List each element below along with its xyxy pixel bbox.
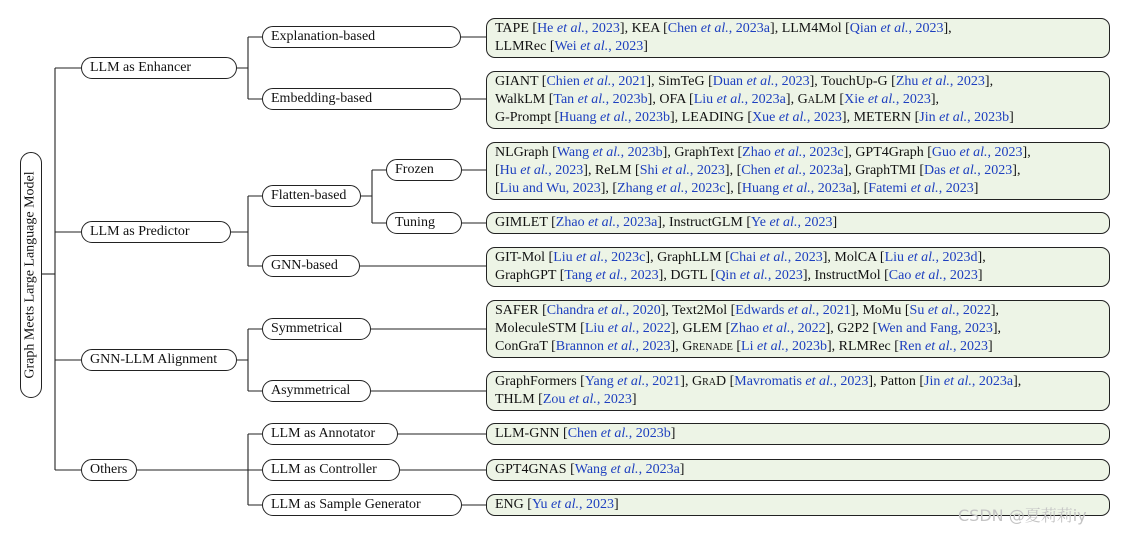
citation-link[interactable]: Liu and Wu, 2023 — [499, 181, 601, 196]
citation-link[interactable]: Das et al., 2023 — [924, 163, 1013, 178]
citation-link[interactable]: Fatemi et al., 2023 — [868, 181, 974, 196]
subcategory-label: Symmetrical — [271, 321, 343, 336]
citation-link[interactable]: Qian et al., 2023 — [849, 21, 944, 36]
leaf-line: TAPE [He et al., 2023], KEA [Chen et al., 2023a], LLM4Mol [Qian et al., 2023], — [495, 21, 952, 36]
leaf-line: LLMRec [Wei et al., 2023] — [495, 39, 648, 54]
leaf-controller — [486, 459, 1110, 481]
category-predictor — [81, 221, 231, 243]
citation-link[interactable]: Guo et al., 2023 — [931, 145, 1023, 160]
citation-link[interactable]: Wei et al., 2023 — [554, 39, 644, 54]
subcategory-explanation — [262, 26, 461, 48]
citation-link[interactable]: Duan et al., 2023 — [712, 74, 810, 89]
leaf-line: GraphFormers [Yang et al., 2021], GraD [Mavromatis et al., 2023], Patton [Jin et al., 2023a], — [495, 374, 1022, 389]
citation-link[interactable]: Zhao et al., 2022 — [730, 321, 826, 336]
subcategory-label: LLM as Sample Generator — [271, 497, 421, 512]
citation-link[interactable]: Ren et al., 2023 — [898, 339, 989, 354]
citation-link[interactable]: Chen et al., 2023b — [567, 426, 671, 441]
citation-link[interactable]: Chai et al., 2023 — [729, 250, 823, 265]
leaf-line: ENG [Yu et al., 2023] — [495, 497, 619, 512]
citation-link[interactable]: Ye et al., 2023 — [751, 215, 833, 230]
citation-link[interactable]: Qin et al., 2023 — [715, 268, 803, 283]
category-label: Others — [90, 462, 128, 477]
citation-link[interactable]: Tang et al., 2023 — [564, 268, 659, 283]
citation-link[interactable]: Huang et al., 2023a — [741, 181, 852, 196]
leaf-symmetrical — [486, 300, 1110, 358]
leaf-line: LLM-GNN [Chen et al., 2023b] — [495, 426, 676, 441]
root-node — [20, 152, 42, 398]
citation-link[interactable]: Xie et al., 2023 — [844, 92, 931, 107]
leaf-line: GPT4GNAS [Wang et al., 2023a] — [495, 462, 685, 477]
leaf-line: NLGraph [Wang et al., 2023b], GraphText [Zhao et al., 2023c], GPT4Graph [Guo et al., 2023], — [495, 145, 1031, 160]
citation-link[interactable]: Tan et al., 2023b — [553, 92, 648, 107]
leaf-line: SAFER [Chandra et al., 2020], Text2Mol [Edwards et al., 2021], MoMu [Su et al., 2022], — [495, 303, 1000, 318]
watermark: CSDN @夏莉莉iy — [958, 506, 1087, 525]
citation-link[interactable]: Liu et al., 2023c — [553, 250, 646, 265]
citation-link[interactable]: Hu et al., 2023 — [499, 163, 584, 178]
citation-link[interactable]: Mavromatis et al., 2023 — [734, 374, 869, 389]
citation-link[interactable]: Zhao et al., 2023c — [742, 145, 844, 160]
leaf-line: WalkLM [Tan et al., 2023b], OFA [Liu et al., 2023a], GaLM [Xie et al., 2023], — [495, 92, 939, 107]
leaf-asymmetrical — [486, 371, 1110, 411]
leaf-explanation — [486, 18, 1110, 58]
subcategory-tuning — [386, 212, 462, 234]
leaf-line: THLM [Zou et al., 2023] — [495, 392, 637, 407]
citation-link[interactable]: Yu et al., 2023 — [531, 497, 615, 512]
citation-link[interactable]: Chen et al., 2023a — [741, 163, 844, 178]
subcategory-embedding — [262, 88, 461, 110]
citation-link[interactable]: Edwards et al., 2021 — [735, 303, 851, 318]
root-label: Graph Meets Large Language Model — [23, 171, 38, 379]
leaf-annotator — [486, 423, 1110, 445]
citation-link[interactable]: Liu et al., 2022 — [584, 321, 671, 336]
subcategory-label: Frozen — [395, 162, 434, 177]
leaf-line: [Liu and Wu, 2023], [Zhang et al., 2023c], [Huang et al., 2023a], [Fatemi et al., 2023] — [495, 181, 979, 196]
category-label: LLM as Enhancer — [90, 60, 192, 75]
category-label: GNN-LLM Alignment — [90, 352, 218, 367]
citation-link[interactable]: Zhang et al., 2023c — [617, 181, 726, 196]
citation-link[interactable]: Zou et al., 2023 — [542, 392, 632, 407]
leaf-line: GIANT [Chien et al., 2021], SimTeG [Duan et al., 2023], TouchUp-G [Zhu et al., 2023], — [495, 74, 994, 89]
citation-link[interactable]: Li et al., 2023b — [741, 339, 827, 354]
subcategory-gnn — [262, 255, 360, 277]
category-alignment — [81, 349, 237, 371]
leaf-tuning — [486, 212, 1110, 234]
citation-link[interactable]: Jin et al., 2023b — [919, 110, 1010, 125]
subcategory-label: Tuning — [395, 215, 435, 230]
leaf-line: GIMLET [Zhao et al., 2023a], InstructGLM [Ye et al., 2023] — [495, 215, 838, 230]
leaf-line: ConGraT [Brannon et al., 2023], Grenade [Li et al., 2023b], RLMRec [Ren et al., 2023] — [495, 339, 993, 354]
subcategory-asymmetrical — [262, 380, 371, 402]
subcategory-label: Asymmetrical — [271, 383, 351, 398]
citation-link[interactable]: Cao et al., 2023 — [888, 268, 978, 283]
citation-link[interactable]: Chen et al., 2023a — [667, 21, 771, 36]
leaf-gnn — [486, 247, 1110, 287]
citation-link[interactable]: He et al., 2023 — [537, 21, 620, 36]
leaf-line: GIT-Mol [Liu et al., 2023c], GraphLLM [Chai et al., 2023], MolCA [Liu et al., 2023d], — [495, 250, 986, 265]
subcategory-label: Embedding-based — [271, 91, 373, 106]
category-label: LLM as Predictor — [90, 224, 190, 239]
citation-link[interactable]: Wen and Fang, 2023 — [877, 321, 993, 336]
leaf-line: MoleculeSTM [Liu et al., 2022], GLEM [Zhao et al., 2022], G2P2 [Wen and Fang, 2023], — [495, 321, 1002, 336]
leaf-embedding — [486, 71, 1110, 129]
citation-link[interactable]: Liu et al., 2023d — [884, 250, 978, 265]
subcategory-symmetrical — [262, 318, 371, 340]
citation-link[interactable]: Zhao et al., 2023a — [555, 215, 658, 230]
subcategory-label: LLM as Controller — [271, 462, 377, 477]
subcategory-flatten — [262, 185, 361, 207]
subcategory-label: LLM as Annotator — [271, 426, 376, 441]
citation-link[interactable]: Yang et al., 2021 — [584, 374, 681, 389]
subcategory-label: Explanation-based — [271, 29, 376, 44]
citation-link[interactable]: Chandra et al., 2020 — [546, 303, 661, 318]
subcategory-label: GNN-based — [271, 258, 338, 273]
subcategory-sample-generator — [262, 494, 462, 516]
citation-link[interactable]: Wang et al., 2023a — [574, 462, 680, 477]
subcategory-label: Flatten-based — [271, 188, 347, 203]
citation-link[interactable]: Huang et al., 2023b — [559, 110, 670, 125]
leaf-line: G-Prompt [Huang et al., 2023b], LEADING [Xue et al., 2023], METERN [Jin et al., 2023b] — [495, 110, 1014, 125]
citation-link[interactable]: Liu et al., 2023a — [693, 92, 786, 107]
citation-link[interactable]: Su et al., 2022 — [909, 303, 991, 318]
citation-link[interactable]: Wang et al., 2023b — [556, 145, 663, 160]
category-others — [81, 459, 137, 481]
subcategory-annotator — [262, 423, 398, 445]
leaf-line: GraphGPT [Tang et al., 2023], DGTL [Qin et al., 2023], InstructMol [Cao et al., 2023] — [495, 268, 983, 283]
citation-link[interactable]: Shi et al., 2023 — [639, 163, 725, 178]
subcategory-frozen — [386, 159, 462, 181]
citation-link[interactable]: Zhu et al., 2023 — [895, 74, 985, 89]
leaf-line: [Hu et al., 2023], ReLM [Shi et al., 2023], [Chen et al., 2023a], GraphTMI [Das et al., 2023], — [495, 163, 1021, 178]
leaf-frozen — [486, 142, 1110, 200]
citation-link[interactable]: Brannon et al., 2023 — [555, 339, 671, 354]
category-enhancer — [81, 57, 237, 79]
subcategory-controller — [262, 459, 400, 481]
citation-link[interactable]: Chien et al., 2021 — [546, 74, 647, 89]
citation-link[interactable]: Xue et al., 2023 — [752, 110, 842, 125]
citation-link[interactable]: Jin et al., 2023a — [924, 374, 1014, 389]
